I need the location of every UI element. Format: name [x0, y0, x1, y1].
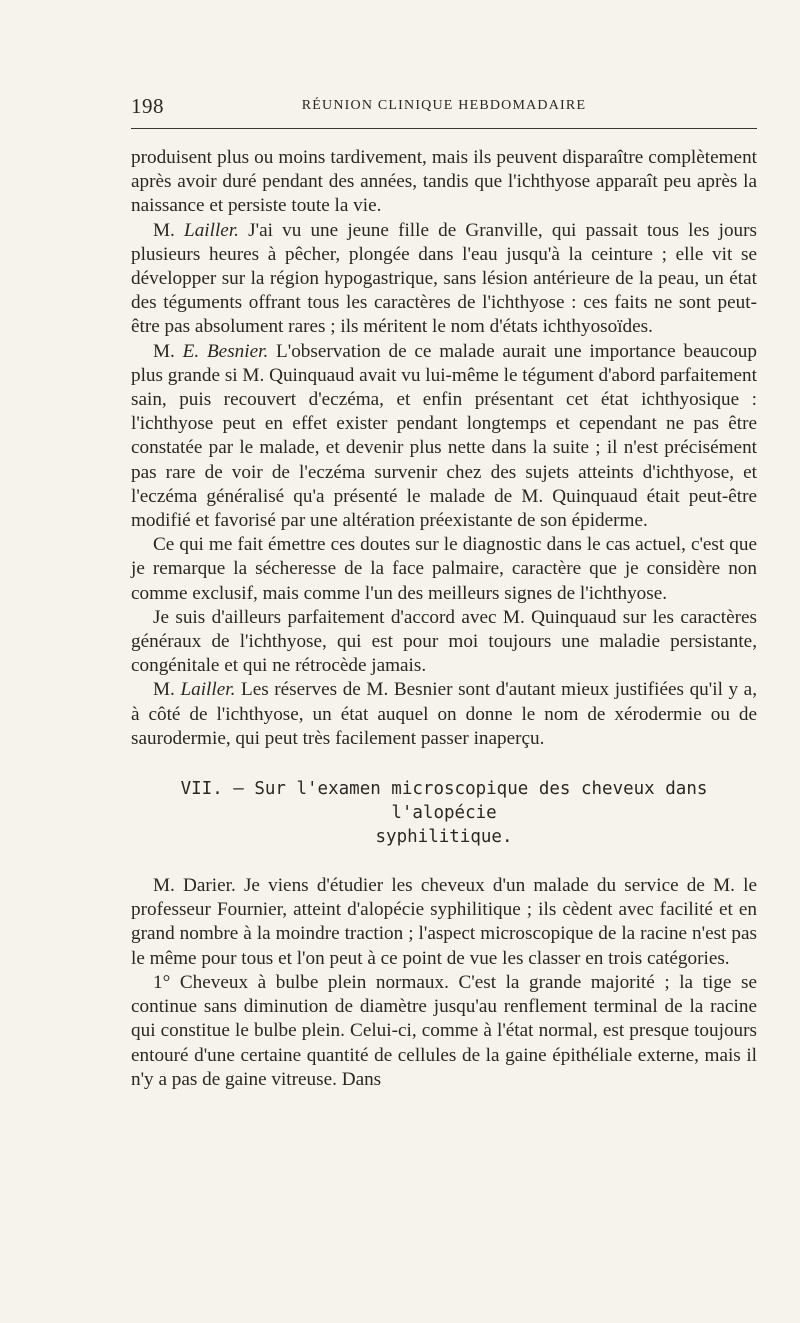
running-title: RÉUNION CLINIQUE HEBDOMADAIRE — [301, 98, 587, 113]
paragraph: produisent plus ou moins tardivement, mais ils peuvent disparaître complètement après avoir duré pendant des années, tandis que l'ichthyose apparaît peu après la naissance et persiste toute la vie. — [131, 147, 757, 217]
speaker-name: Lailler. — [184, 219, 239, 241]
speaker-name: M. Darier. — [153, 875, 236, 897]
paragraph: M. Lailler. J'ai vu une jeune fille de Granville, qui passait tous les jours plusieurs heures à pêcher, plongée dans l'eau jusqu'à la ceinture ; elle vit se développer sur la région hypogastrique, sans lésion antérieure de la peau, un état des téguments offrant tous les caractères de l'ichthyose : ces faits ne sont peut-être pas absolument rares ; ils méritent le nom d'états ichthyosoïdes. — [131, 219, 757, 338]
section-heading: VII. — Sur l'examen microscopique des cheveux dans l'alopécie syphilitique. — [180, 779, 708, 848]
speaker-name: Lailler. — [180, 679, 236, 701]
paragraph: 1° Cheveux à bulbe plein normaux. C'est la grande majorité ; la tige se continue sans diminution de diamètre jusqu'au renflement terminal de la racine qui constitue le bulbe plein. Celui-ci, comme à l'état normal, est presque toujours entouré d'une certaine quantité de cellules de la gaine épithéliale externe, mais il n'y a pas de gaine vitreuse. Dans — [131, 971, 757, 1090]
paragraph: M. Lailler. Les réserves de M. Besnier sont d'autant mieux justifiées qu'il y a, à côté de l'ichthyose, un état auquel on donne le nom de xérodermie ou de saurodermie, qui peut très facilement passer inaperçu. — [131, 679, 757, 749]
paragraph: Ce qui me fait émettre ces doutes sur le diagnostic dans le cas actuel, c'est que je remarque la sécheresse de la face palmaire, caractère que je considère non comme exclusif, mais comme l'un des meilleurs signes de l'ichthyose. — [131, 534, 757, 604]
body-text — [131, 146, 757, 1092]
paragraph: M. Darier. Je viens d'étudier les cheveux d'un malade du service de M. le professeur Fournier, atteint d'alopécie syphilitique ; ils cèdent avec facilité et en grand nombre à la moindre traction ; l'aspect microscopique de la racine n'est pas le même pour tous et l'on peut à ce point de vue les classer en trois catégories. — [131, 875, 757, 969]
speaker-name: E. Besnier. — [182, 340, 269, 362]
page-header — [131, 94, 757, 120]
page-number: 198 — [131, 94, 164, 118]
paragraph: Je suis d'ailleurs parfaitement d'accord avec M. Quinquaud sur les caractères généraux de l'ichthyose, qui est pour moi toujours une maladie persistante, congénitale et qui ne rétrocède jamais. — [131, 606, 757, 677]
paragraph: M. E. Besnier. L'observation de ce malade aurait une importance beaucoup plus grande si M. Quinquaud avait vu lui-même le tégument d'abord parfaitement sain, puis recouvert d'eczéma, et enfin présentant cet état ichthyosique : l'ichthyose peut en effet exister pendant longtemps et cependant ne pas être constatée par le malade, et devenir plus nette dans la suite ; il n'est précisément pas rare de voir de l'eczéma survenir chez des sujets atteints d'ichthyose, et l'eczéma généralisé qu'a présenté le malade de M. Quinquaud était peut-être modifié et favorisé par une altération préexistante de son épiderme. — [131, 340, 757, 532]
header-rule — [131, 128, 757, 129]
